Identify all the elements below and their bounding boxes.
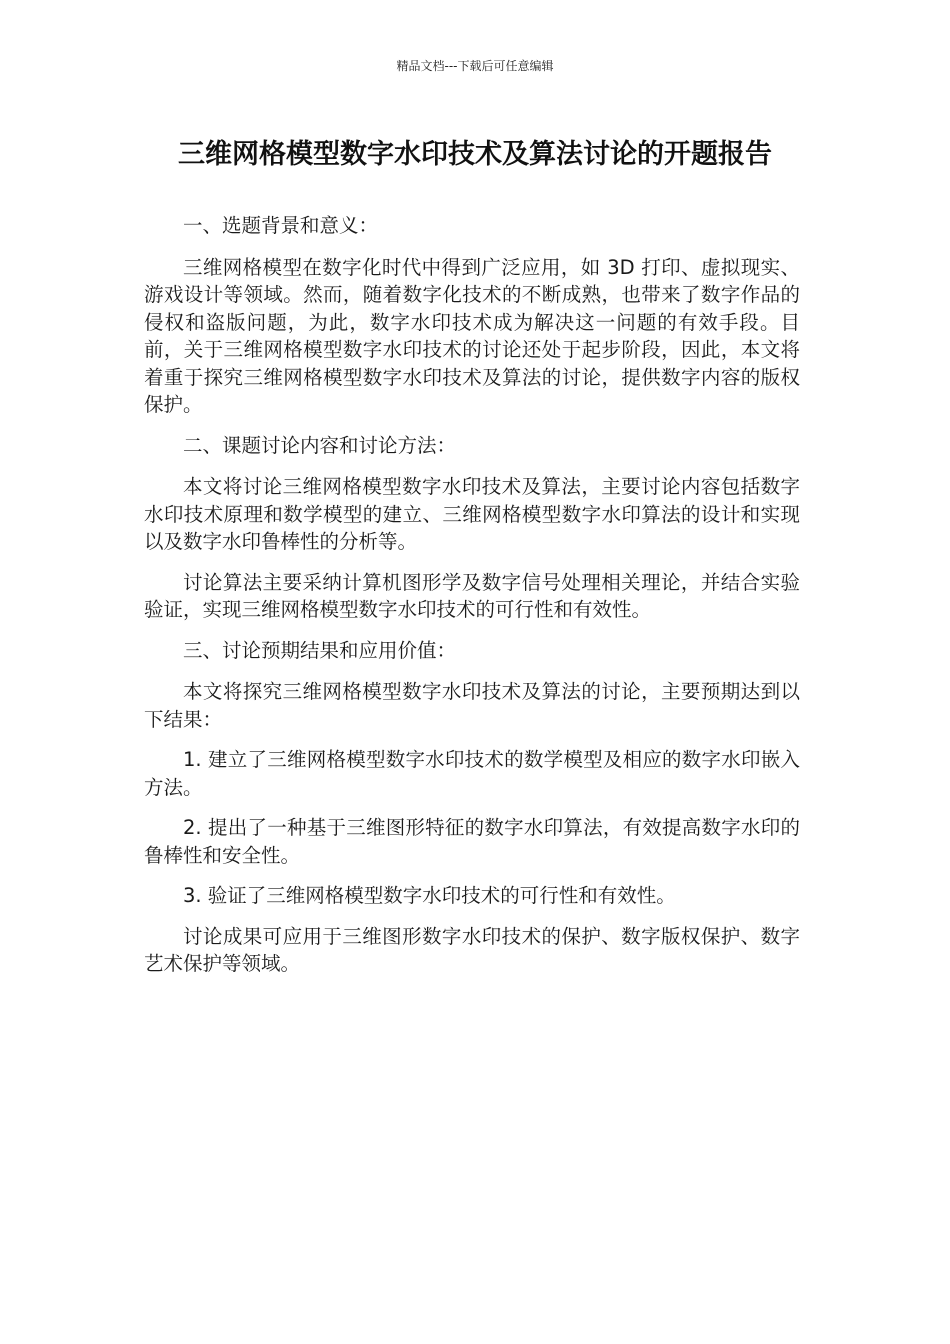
result-item-1: 1. 建立了三维网格模型数字水印技术的数学模型及相应的数字水印嵌入方法。 bbox=[144, 748, 800, 799]
paragraph-background: 三维网格模型在数字化时代中得到广泛应用，如 3D 打印、虚拟现实、游戏设计等领域。然而，随着数字化技术的不断成熟，也带来了数字作品的侵权和盗版问题，为此，数字水印技术成为解决这一问题的有效手段。目前，关于三维网格模型数字水印技术的讨论还处于起步阶段，因此，本文将着重于探究三维网格模型数字水印技术及算法的讨论，提供数字内容的版权保护。 bbox=[144, 255, 800, 416]
section-heading-background: 一、选题背景和意义： bbox=[183, 214, 379, 237]
paragraph-application-value: 讨论成果可应用于三维图形数字水印技术的保护、数字版权保护、数字艺术保护等领域。 bbox=[144, 924, 800, 975]
paragraph-method: 讨论算法主要采纳计算机图形学及数字信号处理相关理论，并结合实验验证，实现三维网格模型数字水印技术的可行性和有效性。 bbox=[144, 570, 800, 621]
section-heading-content-method: 二、课题讨论内容和讨论方法： bbox=[183, 433, 457, 457]
result-item-3: 3. 验证了三维网格模型数字水印技术的可行性和有效性。 bbox=[183, 884, 676, 907]
result-item-2: 2. 提出了一种基于三维图形特征的数字水印算法，有效提高数字水印的鲁棒性和安全性。 bbox=[144, 816, 800, 867]
header-note: 精品文档---下载后可任意编辑 bbox=[396, 59, 554, 73]
paragraph-content: 本文将讨论三维网格模型数字水印技术及算法，主要讨论内容包括数字水印技术原理和数学模型的建立、三维网格模型数字水印算法的设计和实现以及数字水印鲁棒性的分析等。 bbox=[144, 475, 800, 553]
section-heading-results-value: 三、讨论预期结果和应用价值： bbox=[183, 638, 457, 662]
document-title: 三维网格模型数字水印技术及算法讨论的开题报告 bbox=[178, 139, 772, 170]
document-body bbox=[144, 212, 800, 991]
paragraph-expected-results: 本文将探究三维网格模型数字水印技术及算法的讨论，主要预期达到以下结果： bbox=[144, 680, 800, 731]
